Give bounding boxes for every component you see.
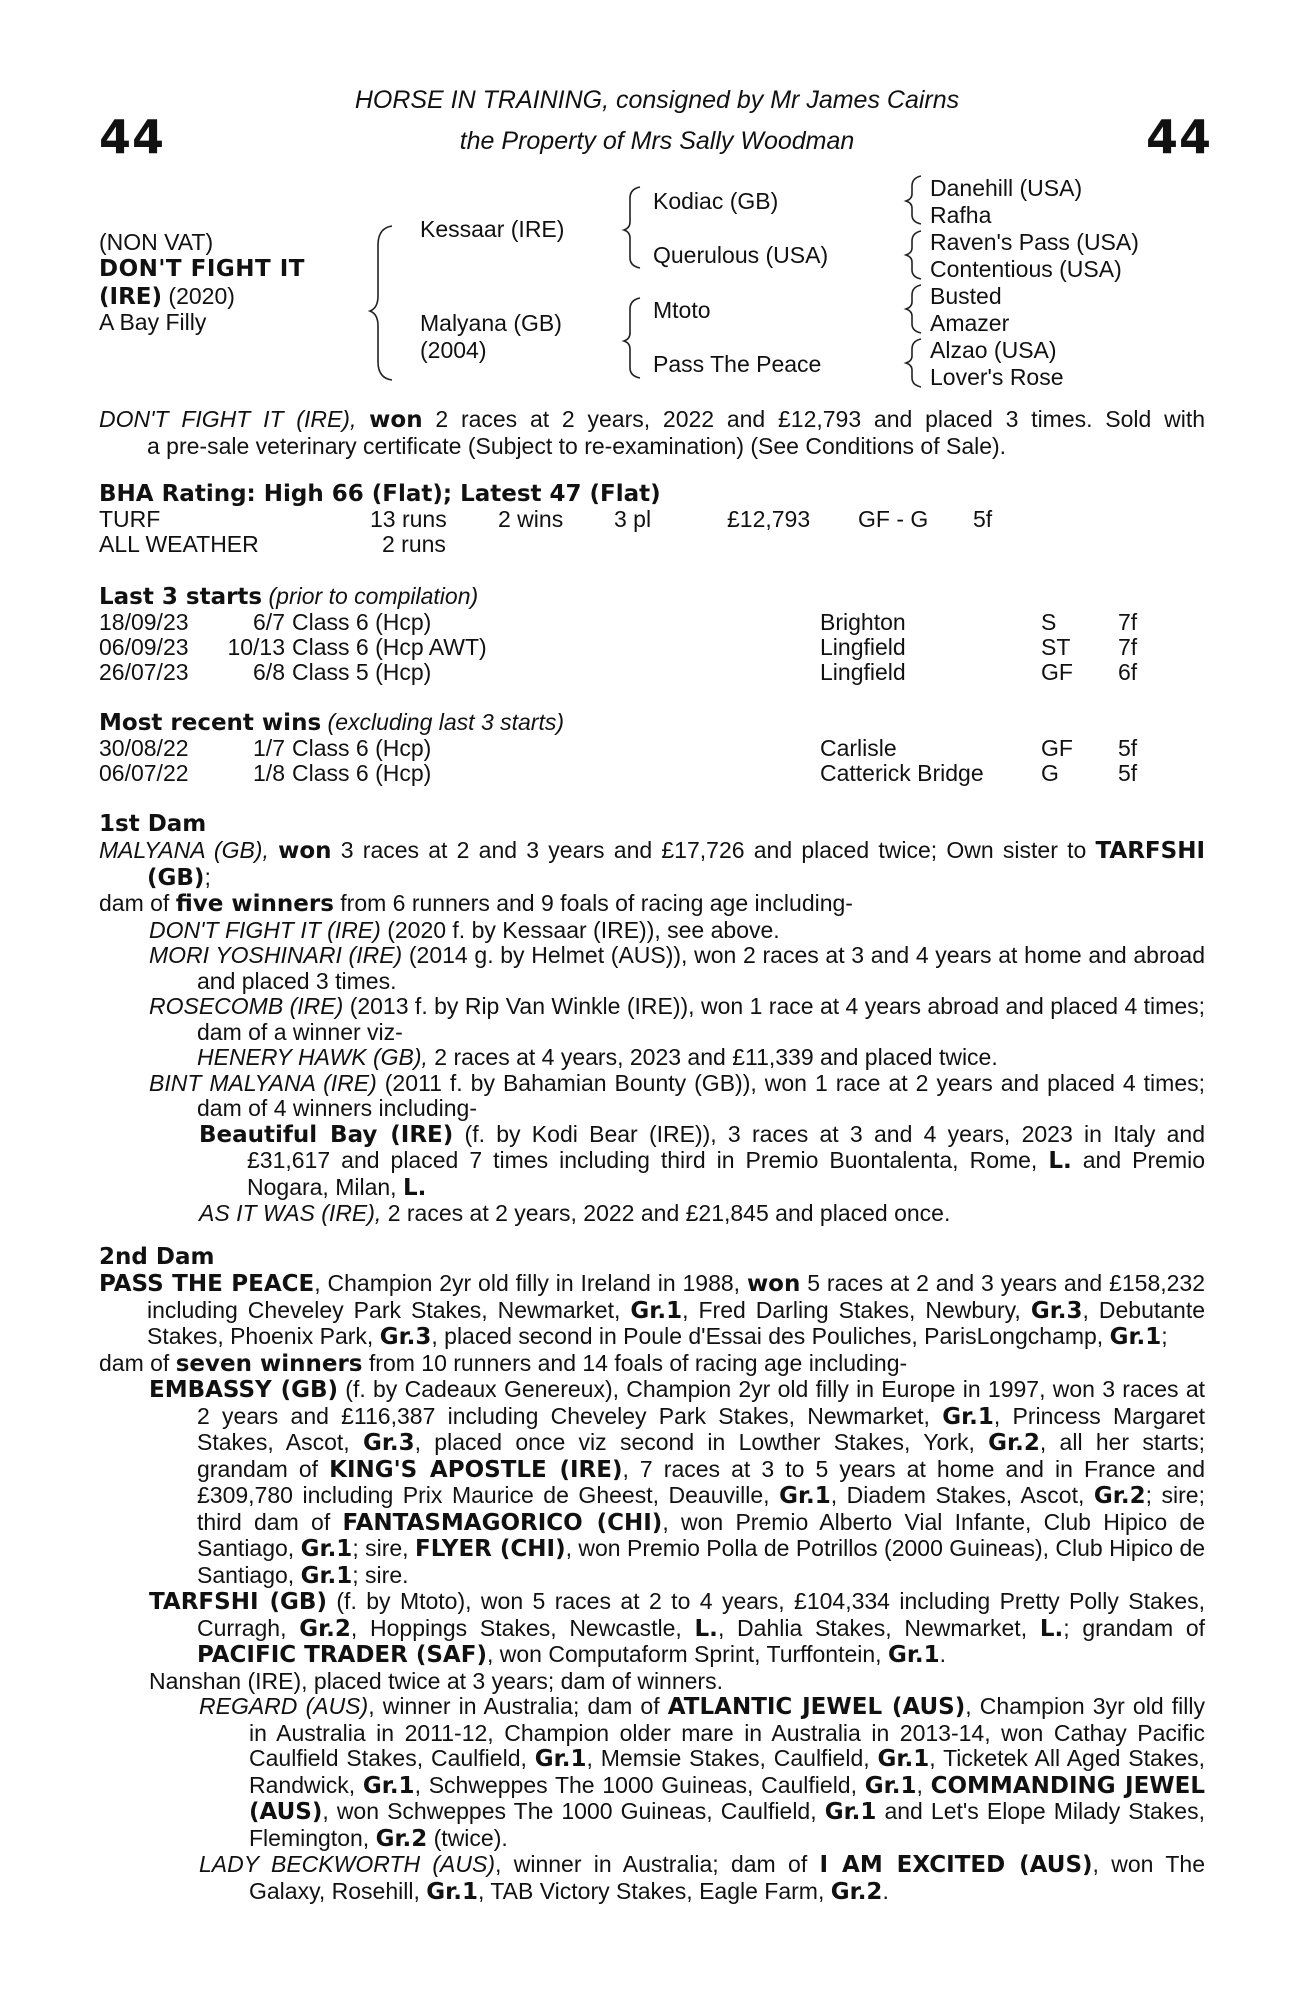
turf-money: £12,793 — [727, 506, 811, 532]
dam: Malyana (GB) — [420, 310, 562, 336]
aw-label: ALL WEATHER — [99, 531, 259, 557]
produce-entry: BINT MALYANA (IRE) (2011 f. by Bahamian Bounty (GB)), won 1 race at 2 years and placed 4 times; dam of 4 winners including- — [149, 1069, 1205, 1121]
ped-dds: Alzao (USA) — [930, 337, 1057, 363]
dam-sire: Mtoto — [653, 297, 711, 323]
first-dam-body: MALYANA (GB), won 3 races at 2 and 3 years and £17,726 and placed twice; Own sister to TARFSHI (GB); dam of five winners from 6 runners and 9 foals of racing age including- DON'T FIGHT IT (IRE) (2020 f. by Kessaar (IRE)), see above. MORI YOSHINARI (IRE) (2014 g. by Helmet (AUS)), won 2 races at 3 and 4 years at home and abroad and placed 3 times. ROSECOMB (IRE) (2013 f. by Rip Van Winkle (IRE)), won 1 race at 4 years abroad and placed 4 times; dam of a winner viz- HENERY HAWK (GB), 2 races at 4 years, 2023 and £11,339 and placed twice. BINT MALYANA (IRE) (2011 f. by Bahamian Bounty (GB)), won 1 race at 2 years and placed 4 times; dam of 4 winners including- Beautiful Bay (IRE) (f. by Kodi Bear (IRE)), 3 races at 3 and 4 years, 2023 in Italy and £31,617 and placed 7 times including third in Premio Buontalenta, Rome, L. and Premio Nogara, Milan, L. AS IT WAS (IRE), 2 races at 2 years, 2022 and £21,845 and placed once. — [99, 837, 1206, 1226]
brace-gen3-1 — [906, 176, 921, 224]
produce-entry: TARFSHI (GB) (f. by Mtoto), won 5 races at 2 to 4 years, £104,334 including Pretty Polly Stakes, Curragh, Gr.2, Hoppings Stakes, Newcastle, L., Dahlia Stakes, Newmarket, L.; grandam of PACIFIC TRADER (SAF), won Computaform Sprint, Turffontein, Gr.1. — [149, 1588, 1206, 1668]
produce-subentry: REGARD (AUS), winner in Australia; dam of ATLANTIC JEWEL (AUS), Champion 3yr old filly in Australia in 2011-12, Champion older mare in Australia in 2013-14, won Cathay Pacific Caulfield Stakes, Caulfield, Gr.1, Memsie Stakes, Caulfield, Gr.1, Ticketek All Aged Stakes, Randwick, Gr.1, Schweppes The 1000 Guineas, Caulfield, Gr.1, COMMANDING JEWEL (AUS), won Schweppes The 1000 Guineas, Caulfield, Gr.1 and Let's Elope Milady Stakes, Flemington, Gr.2 (twice). — [199, 1693, 1206, 1852]
produce-entry: ROSECOMB (IRE) (2013 f. by Rip Van Winkle (IRE)), won 1 race at 4 years abroad and placed 4 times; dam of a winner viz- — [149, 993, 1205, 1045]
turf-label: TURF — [99, 506, 161, 532]
dam-year: (2004) — [420, 337, 487, 363]
produce-entry: DON'T FIGHT IT (IRE) (2020 f. by Kessaar (IRE)), see above. — [149, 916, 780, 943]
turf-placed: 3 pl — [614, 506, 652, 532]
ped-sss: Danehill (USA) — [930, 175, 1083, 201]
dam-dam: Pass The Peace — [653, 351, 822, 377]
sire-sire: Kodiac (GB) — [653, 188, 779, 214]
produce-subentry: Beautiful Bay (IRE) (f. by Kodi Bear (IRE)), 3 races at 3 and 4 years, 2023 in Italy and £31,617 and placed 7 times including third in Premio Buontalenta, Rome, L. and Premio Nogara, Milan, L. — [199, 1120, 1206, 1201]
produce-subentry: LADY BECKWORTH (AUS), winner in Australia; dam of I AM EXCITED (AUS), won The Galaxy, Rosehill, Gr.1, TAB Victory Stakes, Eagle Farm, Gr.2. — [199, 1851, 1205, 1905]
horse-name: DON'T FIGHT IT — [99, 256, 305, 282]
horse-year: (2020) — [168, 283, 235, 309]
aw-runs: 2 runs — [382, 531, 446, 557]
ped-dsd: Amazer — [930, 310, 1010, 336]
turf-dist: 5f — [973, 506, 993, 532]
sire: Kessaar (IRE) — [420, 216, 565, 242]
brace-gen2-sire — [624, 187, 640, 268]
brace-gen3-3 — [906, 285, 921, 333]
recent-title: Most recent wins (excluding last 3 starts) — [99, 709, 565, 736]
produce-entry: Nanshan (IRE), placed twice at 3 years; dam of winners. — [149, 1667, 723, 1694]
ped-sdd: Contentious (USA) — [930, 256, 1122, 282]
brace-gen3-4 — [906, 339, 921, 387]
lot-number-right: 44 — [1146, 110, 1213, 164]
first-dam-title: 1st Dam — [99, 811, 207, 837]
vat-status: (NON VAT) — [99, 229, 214, 255]
second-dam-title: 2nd Dam — [99, 1244, 215, 1270]
produce-subentry: AS IT WAS (IRE), 2 races at 2 years, 2022 and £21,845 and placed once. — [199, 1200, 951, 1226]
horse-country: (IRE) — [99, 284, 163, 310]
header-property: the Property of Mrs Sally Woodman — [459, 127, 855, 155]
brace-gen2-dam — [624, 298, 640, 378]
brace-gen1 — [370, 226, 392, 380]
turf-runs: 13 runs — [370, 506, 447, 532]
turf-wins: 2 wins — [498, 506, 564, 532]
produce-entry: EMBASSY (GB) (f. by Cadeaux Genereux), Champion 2yr old filly in Europe in 1997, won 3 races at 2 years and £116,387 including Cheveley Park Stakes, Newmarket, Gr.1, Princess Margaret Stakes, Ascot, Gr.3, placed once viz second in Lowther Stakes, York, Gr.2, all her starts; grandam of KING'S APOSTLE (IRE), 7 races at 3 to 5 years at home and in France and £309,780 including Prix Maurice de Gheest, Deauville, Gr.1, Diadem Stakes, Ascot, Gr.2; sire; third dam of FANTASMAGORICO (CHI), won Premio Alberto Vial Infante, Club Hipico de Santiago, Gr.1; sire, FLYER (CHI), won Premio Polla de Potrillos (2000 Guineas), Club Hipico de Santiago, Gr.1; sire. — [149, 1376, 1206, 1589]
header-consignor: HORSE IN TRAINING, consigned by Mr James Cairns — [354, 86, 960, 114]
produce-subentry: HENERY HAWK (GB), 2 races at 4 years, 2023 and £11,339 and placed twice. — [197, 1044, 998, 1070]
last3-title: Last 3 starts (prior to compilation) — [99, 583, 479, 610]
ped-dss: Busted — [930, 283, 1002, 309]
bha-rating: BHA Rating: High 66 (Flat); Latest 47 (Flat) — [99, 481, 661, 507]
horse-description: A Bay Filly — [99, 309, 207, 335]
lot-number-left: 44 — [99, 110, 166, 164]
ped-ddd: Lover's Rose — [930, 364, 1064, 390]
brace-gen3-2 — [906, 231, 921, 279]
turf-going: GF - G — [858, 506, 929, 532]
race-summary: DON'T FIGHT IT (IRE), won 2 races at 2 years, 2022 and £12,793 and placed 3 times. Sold with a pre-sale veterinary certificate (Subject to re-examination) (See Conditions of Sale). — [99, 406, 1206, 459]
produce-entry: MORI YOSHINARI (IRE) (2014 g. by Helmet (AUS)), won 2 races at 3 and 4 years at home and abroad and placed 3 times. — [149, 942, 1205, 994]
ped-sds: Raven's Pass (USA) — [930, 229, 1139, 255]
second-dam-body: PASS THE PEACE, Champion 2yr old filly in Ireland in 1988, won 5 races at 2 and 3 years and £158,232 including Cheveley Park Stakes, Newmarket, Gr.1, Fred Darling Stakes, Newbury, Gr.3, Debutante Stakes, Phoenix Park, Gr.3, placed second in Poule d'Essai des Pouliches, ParisLongchamp, Gr.1; dam of seven winners from 10 runners and 14 foals of racing age including- EMBASSY (GB) (f. by Cadeaux Genereux), Champion 2yr old filly in Europe in 1997, won 3 races at 2 years and £116,387 including Cheveley Park Stakes, Newmarket, Gr.1, Princess Margaret Stakes, Ascot, Gr.3, placed once viz second in Lowther Stakes, York, Gr.2, all her starts; grandam of KING'S APOSTLE (IRE), 7 races at 3 to 5 years at home and in France and £309,780 including Prix Maurice de Gheest, Deauville, Gr.1, Diadem Stakes, Ascot, Gr.2; sire; third dam of FANTASMAGORICO (CHI), won Premio Alberto Vial Infante, Club Hipico de Santiago, Gr.1; sire, FLYER (CHI), won Premio Polla de Potrillos (2000 Guineas), Club Hipico de Santiago, Gr.1; sire. TARFSHI (GB) (f. by Mtoto), won 5 races at 2 to 4 years, £104,334 including Pretty Polly Stakes, Curragh, Gr.2, Hoppings Stakes, Newcastle, L., Dahlia Stakes, Newmarket, L.; grandam of PACIFIC TRADER (SAF), won Computaform Sprint, Turffontein, Gr.1. Nanshan (IRE), placed twice at 3 years; dam of winners. REGARD (AUS), winner in Australia; dam of ATLANTIC JEWEL (AUS), Champion 3yr old filly in Australia in 2011-12, Champion older mare in Australia in 2013-14, won Cathay Pacific Caulfield Stakes, Caulfield, Gr.1, Memsie Stakes, Caulfield, Gr.1, Ticketek All Aged Stakes, Randwick, Gr.1, Schweppes The 1000 Guineas, Caulfield, Gr.1, COMMANDING JEWEL (AUS), won Schweppes The 1000 Guineas, Caulfield, Gr.1 and Let's Elope Milady Stakes, Flemington, Gr.2 (twice). LADY BECKWORTH (AUS), winner in Australia; dam of I AM EXCITED (AUS), won The Galaxy, Rosehill, Gr.1, TAB Victory Stakes, Eagle Farm, Gr.2. — [99, 1270, 1206, 1905]
ped-ssd: Rafha — [930, 202, 992, 228]
sire-dam: Querulous (USA) — [653, 242, 829, 268]
